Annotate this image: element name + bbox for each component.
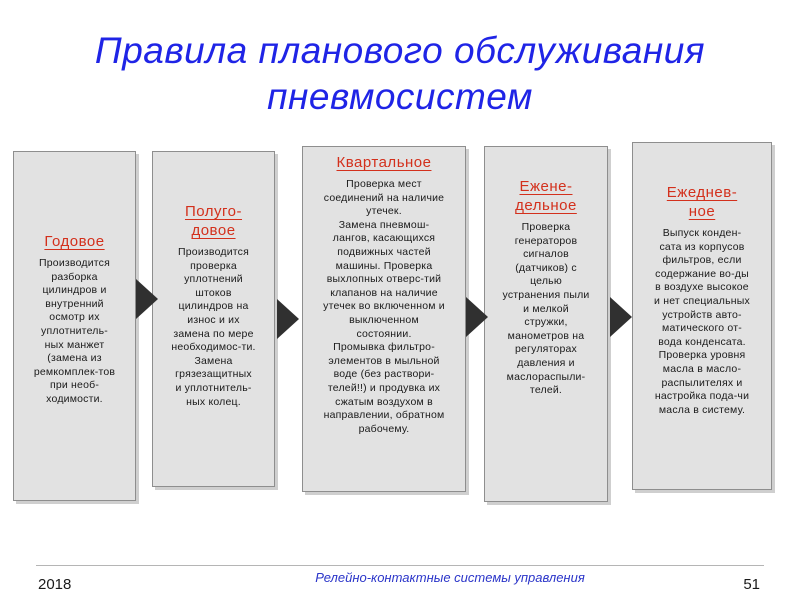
schedule-box-weekly [484, 146, 608, 502]
page-number: 51 [743, 576, 760, 593]
schedule-body: Проверка мест соединений на наличие утечек. Замена пневмош- лангов, касающихся подвижных частей машины. Проверка выхлопных отверс-тий клапанов на наличие утечек во включенном и выключенном состоянии. Промывка фильтро- элементов в мыльной воде (без раствори- телей!!) и продувка их сжатым воздухом в направлении, обратном рабочему. [323, 178, 445, 435]
schedule-box-annual [13, 151, 136, 501]
schedule-heading: Ежеднев- ное [666, 184, 738, 220]
arrow-right-icon [277, 299, 299, 339]
footer-divider [36, 565, 764, 566]
schedule-heading: Годовое [44, 233, 105, 250]
footer-year: 2018 [38, 576, 72, 593]
schedule-heading: Полуго- довое [184, 203, 243, 239]
schedule-box-quarterly [302, 146, 466, 492]
schedule-box-daily [632, 142, 772, 490]
arrow-right-icon [610, 297, 632, 337]
schedule-body: Выпуск конден- сата из корпусов фильтров, если содержание во-ды в воздухе высокое и нет специальных устройств авто- матического от- вода конденсата. Проверка уровня масла в масло- распылителях и настройка пода-чи масла в систему. [654, 227, 750, 416]
schedule-box-semiannual [152, 151, 275, 487]
slide-title: Правила планового обслуживания пневмосистем [94, 30, 706, 117]
schedule-body: Производится проверка уплотнений штоков цилиндров на износ и их замена по мере необходимос-ти. Замена грязезащитных и уплотнитель- ных колец. [171, 246, 256, 408]
schedule-body: Проверка генераторов сигналов (датчиков) с целью устранения пыли и мелкой стружки, манометров на регуляторах давления и маслораспыли- телей. [502, 221, 590, 397]
schedule-heading: Квартальное [336, 154, 432, 171]
schedule-heading: Ежене- дельное [515, 178, 577, 214]
schedule-body: Производится разборка цилиндров и внутренний осмотр их уплотнитель- ных манжет (замена из ремкомплек-тов при необ- ходимости. [33, 257, 116, 405]
arrow-right-icon [136, 279, 158, 319]
footer-course-title: Релейно-контактные системы управления [315, 570, 585, 585]
arrow-right-icon [466, 297, 488, 337]
